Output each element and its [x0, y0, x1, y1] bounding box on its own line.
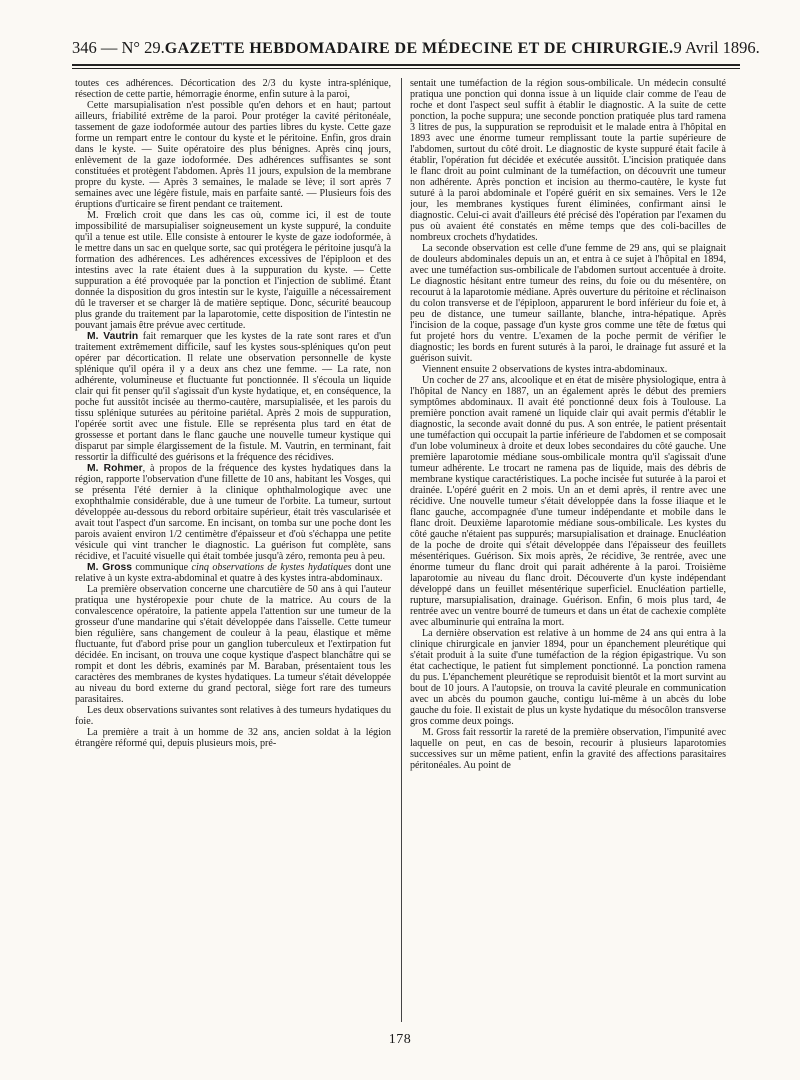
right-column [410, 78, 726, 1028]
paragraph: Viennent ensuite 2 observations de kystes intra-abdominaux. [422, 364, 668, 375]
speaker-name: M. Rohmer [87, 463, 143, 474]
paragraph: M. Gross communique cinq observations de kystes hydatiques dont une relative à un kyste extra-abdominal et quatre à des kystes intra-abdominaux. [75, 562, 391, 584]
paragraph: sentait une tuméfaction de la région sous-ombilicale. Un médecin consulté pratiqua une ponction qui donna issue à un liquide clair comme de l'eau de roche et dont l'aspect seul suffit à établir le diagnostic. A la suite de cette ponction, la poche suppura; une seconde ponction pratiquée plus tard ramena 3 litres de pus, la suppuration se reproduisit et le malade entra à l'hôpital en 1893 avec une énorme tumeur remplissant toute la partie supérieure de l'abdomen, surtout du côté droit. Le diagnostic de kyste suppuré était facile à établir, l'opération fut décidée et exécutée aussitôt. L'incision pratiquée dans le flanc droit au point culminant de la tuméfaction, on découvrit une tumeur non adhérente. Après ponction et incision au thermo-cautère, le kyste fut suturé à la paroi abdominale et l'opéré guérit en six semaines. Vers le 12e jour, les membranes kystiques furent éliminées, confirmant ainsi le diagnostic. Celui-ci avait d'ailleurs été précisé dès l'opération par l'examen du pus où avaient été constatés en même temps que des coli-bacilles de nombreux crochets d'hydatides. [410, 78, 726, 243]
header-rule-thick [72, 64, 740, 66]
paragraph: toutes ces adhérences. Décortication des 2/3 du kyste intra-splénique, résection de cette partie, hémorragie énorme, enfin suture à la paroi, [75, 78, 391, 100]
paragraph: La dernière observation est relative à un homme de 24 ans qui entra à la clinique chirurgicale en janvier 1894, pour un épanchement pleurétique qui s'était produit à la suite d'une tuméfaction de la région épigastrique. Vu son état cachectique, le patient fut simplement ponctionné. La ponction ramena du pus. L'épanchement pleurétique se reproduisit bientôt et la mort survint au bout de 10 jours. A l'autopsie, on trouva la cavité pleurale en communication avec un abcès du poumon gauche, contigu lui-même à un abcès du lobe gauche du foie. Il existait de plus un kyste hydatique du mésocôlon transverse gros comme deux poings. [410, 628, 726, 727]
paragraph: M. Frœlich croit que dans les cas où, comme ici, il est de toute impossibilité de marsupialiser soigneusement un kyste suppuré, la conduite qu'il a tenue est utile. Elle consiste à entourer le kyste de gaze iodoformée, à le mettre dans un sac en quelque sorte, sac qui protégera le péritoine jusqu'à la formation des adhérences. Les adhérences excessives de l'épiploon et des intestins avec la rate étaient dues à la suppuration du kyste. — Cette suppuration a été provoquée par la ponction et l'injection de sublimé. Étant donnée la disposition du gros intestin sur le kyste, l'aiguille a nécessairement dû le traverser et se charger là de matière septique. Donc, sécurité beaucoup plus grande du traitement par la laparotomie, cette disposition de l'intestin ne pouvant jamais être prévue avec certitude. [75, 210, 391, 331]
paragraph: M. Gross fait ressortir la rareté de la première observation, l'impunité avec laquelle on peut, en cas de besoin, recourir à plusieurs laparotomies successives sur un même patient, enfin la gravité des affections parasitaires péritonéales. Au point de [410, 727, 726, 771]
left-column [75, 78, 391, 1028]
paragraph: M. Rohmer, à propos de la fréquence des kystes hydatiques dans la région, rapporte l'observation d'une fillette de 10 ans, habitant les Vosges, qui se présenta l'été dernier à la clinique ophthalmologique avec une exophthalmie considérable, due à une tumeur de l'orbite. La tumeur, surtout développée au-dessous du rebord orbitaire supérieur, était très vascularisée et avait tout l'aspect d'un sarcome. En incisant, on tomba sur une poche dont les parois avaient environ 1/2 centimètre d'épaisseur et d'où s'échappa une petite vésicule qui vint trancher le diagnostic. La guérison fut complète, sans récidive, et l'acuité visuelle qui était tombée jusqu'à zéro, remonta peu à peu. [75, 463, 391, 562]
paragraph: La première a trait à un homme de 32 ans, ancien soldat à la légion étrangère réformé qui, depuis plusieurs mois, pré- [75, 727, 391, 749]
paragraph: La première observation concerne une charcutière de 50 ans à qui l'auteur pratiqua une hystéropexie pour chute de la matrice. Au cours de la convalescence opératoire, la patiente appela l'attention sur une tumeur de la grosseur d'une mandarine qui s'était développée dans l'aisselle. Cette tumeur bien régulière, sans changement de couleur à la peau, élastique et même fluctuante, fut d'abord prise pour un ganglion tuberculeux et l'extirpation fut décidée. En incisant, on trouva une coque kystique d'aspect blanchâtre qui se rompit et dont les débris, examinés par M. Baraban, présentaient tous les caractères des membranes de kystes hydatiques. La tumeur s'était développée au niveau du bord externe du grand pectoral, siège fort rare des tumeurs parasitaires. [75, 584, 391, 705]
paragraph: Un cocher de 27 ans, alcoolique et en état de misère physiologique, entra à l'hôpital de Nancy en 1887, un an également après le début des premiers symptômes abdominaux. Il avait été ponctionné deux fois à Toulouse. La première ponction avait ramené un liquide clair qui avait permis d'établir le diagnostic, la seconde avait donné du pus. A son entrée, le patient présentait une tuméfaction qui occupait la partie inférieure de l'abdomen et se composait d'un lobe volumineux à droite et deux lobes secondaires du côté gauche. Une première laparotomie médiane sous-ombilicale montra qu'il s'agissait d'une tumeur adhérente. Le trocart ne ramena pas de liquide, mais des débris de membrane kystique caractéristiques. La poche incisée fut suturée à la paroi et drainée. L'opéré guérit en 2 mois. Un an et demi après, il rentre avec une récidive. Une nouvelle tumeur s'était développée dans la fosse iliaque et le flanc gauche, accompagnée d'une tumeur indépendante et mobile dans le flanc droit. Deuxième laparotomie médiane sous-ombilicale. Les kystes du côté gauche n'étaient pas suppurés; marsupialisation et drainage. Enucléation de la poche de droite qui s'était développée dans l'épaisseur des feuillets mésentériques. Guérison. Six mois après, 2e récidive, 3e rentrée, avec une énorme tumeur du flanc droit qui parait adhérente à la paroi. Troisième laparotomie au niveau du flanc droit. Découverte d'un kyste indépendant développé dans un feuillet mésentérique superficiel. Enucléation partielle, rupture, marsupialisation, drainage. Guérison. Enfin, 6 mois plus tard, 4e rentrée avec un ventre bourré de tumeurs et dans un état de cachexie complète avec albuminurie qui entraîna la mort. [410, 375, 726, 628]
running-header [72, 38, 760, 64]
page-folio: 178 [388, 1032, 412, 1047]
paragraph: Cette marsupialisation n'est possible qu'en dehors et en haut; partout ailleurs, friabilité extrême de la paroi. Pour protéger la cavité péritonéale, tassement de gaze iodoformée autour des parties libres du kyste. Cette gaze forme un rempart entre le contour du kyste et le péritoine. Enfin, gros drain dans le kyste. — Suite opératoire des plus bénignes. Après cinq jours, enlèvement de la gaze iodoformée. Des adhérences suffisantes se sont constituées et protègent l'abdomen. Après 11 jours, expulsion de la membrane propre du kyste. — Après 3 semaines, le malade se lève; il sort après 7 semaines avec une légère fistule, mais en parfaite santé. — Plusieurs fois des éruptions d'urticaire se firent pendant ce traitement. [75, 100, 391, 210]
paragraph: Les deux observations suivantes sont relatives à des tumeurs hydatiques du foie. [75, 705, 391, 727]
paragraph: M. Vautrin fait remarquer que les kystes de la rate sont rares et d'un traitement extrêmement difficile, sauf les kystes sous-spléniques qu'on peut opérer par décortication. Il relate une observation personnelle de kyste splénique qu'il opéra il y a deux ans chez une femme. — La rate, non adhérente, volumineuse et fluctuante fut ponctionnée. Il s'écoula un liquide clair qui fit penser qu'il s'agissait d'un kyste hydatique, et, en conséquence, la poche fut aussitôt incisée au thermo-cautère, marsupialisée, et les parois du tissu splénique suturées au péritoine pariétal. Après 2 mois de suppuration, l'opérée sortit avec une fistule. Elle se représenta plus tard en état de grossesse et portant dans le flanc gauche une nouvelle tumeur kystique qui disparut par simple élargissement de la fistule. M. Vautrin, en terminant, fait ressortir la difficulté des guérisons et la fréquence des récidives. [75, 331, 391, 463]
journal-title: GAZETTE HEBDOMADAIRE DE MÉDECINE ET DE CHIRURGIE. [164, 40, 674, 57]
column-divider [401, 78, 402, 1022]
speaker-name: M. Gross [87, 562, 132, 573]
issue-date: 9 Avril 1896. [673, 38, 760, 57]
page-number: 346 — N° 29. [72, 38, 165, 57]
paragraph: La seconde observation est celle d'une femme de 29 ans, qui se plaignait de douleurs abdominales depuis un an, et entra à ce sujet à l'hôpital en 1894, avec une tuméfaction sus-ombilicale de l'abdomen surtout accentuée à droite. Le diagnostic hésitant entre tumeur des reins, du foie ou du mésentère, on recourut à la laparotomie médiane. Après ouverture du péritoine et réclinaison du colon transverse et de l'épiploon, apparurent le bord inférieur du foie et, à peu de distance, une tumeur saillante, blanche, intra-hépatique. Après l'incision de la coque, passage d'un kyste gros comme une tête de fœtus qui fut projeté hors du ventre. L'examen de la poche permit de vérifier le diagnostic; les bords en furent suturés à la paroi, le drainage fut assuré et la guérison suivit. [410, 243, 726, 364]
speaker-name: M. Vautrin [87, 331, 139, 342]
italic-title: cinq observations de kystes hydatiques [191, 562, 352, 573]
header-rule-thin [72, 68, 740, 69]
